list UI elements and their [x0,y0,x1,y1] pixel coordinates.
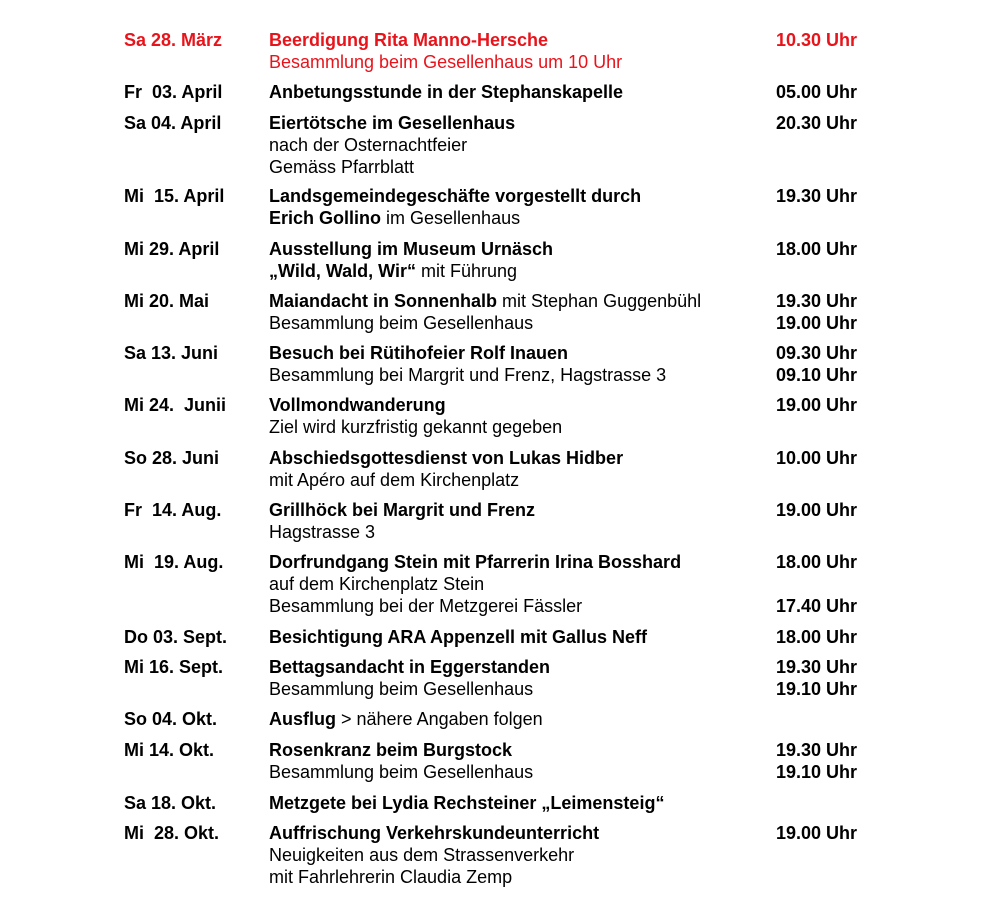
event-description [269,81,769,103]
event-detail-text: Besammlung beim Gesellenhaus [269,762,534,782]
time-value: 09.10 Uhr [776,365,858,385]
description-line [269,156,769,178]
event-date: Sa 13. Juni [124,343,219,363]
event-detail-text: > nähere Angaben folgen [336,709,543,729]
description-line [269,112,769,134]
event-time [776,238,886,282]
event-detail-text: nach der Osternachtfeier [269,135,468,155]
description-line [269,792,769,814]
event-time [776,81,886,103]
event-date: Fr 03. April [124,82,223,102]
event-title-text: „Wild, Wald, Wir“ [269,261,416,281]
event-time [776,290,886,334]
event-detail-text: im Gesellenhaus [381,208,521,228]
time-value [776,134,886,156]
time-value [776,792,886,814]
time-value: 20.30 Uhr [776,113,858,133]
event-detail-text: mit Stephan Guggenbühl [497,291,702,311]
event-date: Mi 16. Sept. [124,657,224,677]
time-value [776,866,886,888]
description-line [269,238,769,260]
event-time [776,739,886,783]
event-title-text: Rosenkranz beim Burgstock [269,740,513,760]
event-description [269,551,769,617]
event-date: Mi 20. Mai [124,291,210,311]
event-description [269,112,769,178]
time-value [776,844,886,866]
time-value [776,156,886,178]
description-line [269,499,769,521]
time-value: 10.00 Uhr [776,448,858,468]
event-date: So 28. Juni [124,448,220,468]
event-time [776,29,886,73]
event-date: Mi 14. Okt. [124,740,215,760]
event-detail-text: Besammlung bei der Metzgerei Fässler [269,596,583,616]
event-date: Sa 04. April [124,113,222,133]
event-description [269,29,769,73]
event-description [269,185,769,229]
event-time [776,708,886,730]
event-title-text: Metzgete bei Lydia Rechsteiner „Leimensteig“ [269,793,665,813]
description-line [269,626,769,648]
time-value: 19.30 Uhr [776,657,858,677]
event-title-text: Landsgemeindegeschäfte vorgestellt durch [269,186,642,206]
time-value [776,469,886,491]
event-date: So 04. Okt. [124,709,218,729]
time-value: 19.10 Uhr [776,679,858,699]
description-line [269,394,769,416]
description-line [269,51,769,73]
description-line [269,521,769,543]
event-description [269,447,769,491]
event-time [776,551,886,617]
event-detail-text: Besammlung beim Gesellenhaus um 10 Uhr [269,52,623,72]
event-detail-text: Besammlung beim Gesellenhaus [269,313,534,333]
event-title-text: Vollmondwanderung [269,395,446,415]
event-title-text: Auffrischung Verkehrskundeunterricht [269,823,600,843]
event-title-text: Anbetungsstunde in der Stephanskapelle [269,82,624,102]
description-line [269,844,769,866]
event-time [776,342,886,386]
description-line [269,739,769,761]
description-line [269,364,769,386]
event-time [776,792,886,814]
time-value: 19.10 Uhr [776,762,858,782]
event-date: Mi 28. Okt. [124,823,220,843]
event-description [269,822,769,888]
time-value [776,260,886,282]
time-value [776,521,886,543]
event-detail-text: Besammlung bei Margrit und Frenz, Hagstrasse 3 [269,365,667,385]
description-line [269,822,769,844]
time-value: 05.00 Uhr [776,82,858,102]
description-line [269,134,769,156]
description-line [269,469,769,491]
event-time [776,626,886,648]
event-time [776,656,886,700]
event-date: Do 03. Sept. [124,627,228,647]
description-line [269,185,769,207]
description-line [269,29,769,51]
event-title-text: Maiandacht in Sonnenhalb [269,291,498,311]
event-description [269,792,769,814]
event-title-text: Grillhöck bei Margrit und Frenz [269,500,536,520]
event-title-text: Dorfrundgang Stein mit Pfarrerin Irina Bosshard [269,552,682,572]
time-value: 18.00 Uhr [776,239,858,259]
event-time [776,185,886,229]
time-value [776,51,886,73]
event-date: Mi 19. Aug. [124,552,224,572]
event-title-text: Erich Gollino [269,208,382,228]
time-value: 19.00 Uhr [776,313,858,333]
event-detail-text: Ziel wird kurzfristig gekannt gegeben [269,417,563,437]
event-description [269,656,769,700]
event-detail-text: auf dem Kirchenplatz Stein [269,574,485,594]
event-time [776,499,886,543]
event-detail-text: mit Führung [416,261,518,281]
time-value: 19.00 Uhr [776,823,858,843]
time-value [776,416,886,438]
event-date: Mi 29. April [124,239,220,259]
description-line [269,416,769,438]
event-description [269,499,769,543]
time-value [776,573,886,595]
time-value: 17.40 Uhr [776,596,858,616]
event-time [776,112,886,178]
description-line [269,207,769,229]
event-description [269,708,769,730]
description-line [269,656,769,678]
event-description [269,626,769,648]
event-time [776,394,886,438]
time-value: 18.00 Uhr [776,627,858,647]
event-title-text: Beerdigung Rita Manno-Hersche [269,30,549,50]
time-value: 19.30 Uhr [776,186,858,206]
event-title-text: Besuch bei Rütihofeier Rolf Inauen [269,343,569,363]
event-date: Mi 24. Junii [124,395,227,415]
event-detail-text: mit Apéro auf dem Kirchenplatz [269,470,520,490]
event-title-text: Ausstellung im Museum Urnäsch [269,239,554,259]
description-line [269,573,769,595]
description-line [269,866,769,888]
time-value: 19.00 Uhr [776,395,858,415]
event-description [269,238,769,282]
event-description [269,739,769,783]
time-value: 18.00 Uhr [776,552,858,572]
event-detail-text: Besammlung beim Gesellenhaus [269,679,534,699]
description-line [269,551,769,573]
event-description [269,394,769,438]
time-value: 09.30 Uhr [776,343,858,363]
event-title-text: Bettagsandacht in Eggerstanden [269,657,551,677]
time-value [776,708,886,730]
time-value: 19.30 Uhr [776,291,858,311]
event-description [269,342,769,386]
description-line [269,708,769,730]
event-title-text: Eiertötsche im Gesellenhaus [269,113,516,133]
event-title-text: Abschiedsgottesdienst von Lukas Hidber [269,448,624,468]
time-value: 19.30 Uhr [776,740,858,760]
description-line [269,81,769,103]
event-date: Sa 18. Okt. [124,793,217,813]
event-detail-text: Hagstrasse 3 [269,522,376,542]
event-time [776,447,886,491]
event-time [776,822,886,888]
event-detail-text: Neuigkeiten aus dem Strassenverkehr [269,845,575,865]
description-line [269,290,769,312]
description-line [269,678,769,700]
description-line [269,595,769,617]
description-line [269,342,769,364]
event-title-text: Besichtigung ARA Appenzell mit Gallus Neff [269,627,648,647]
description-line [269,312,769,334]
description-line [269,761,769,783]
time-value [776,207,886,229]
event-date: Mi 15. April [124,186,225,206]
event-detail-text: mit Fahrlehrerin Claudia Zemp [269,867,513,887]
event-description [269,290,769,334]
description-line [269,260,769,282]
time-value: 19.00 Uhr [776,500,858,520]
description-line [269,447,769,469]
time-value: 10.30 Uhr [776,30,858,50]
event-date: Sa 28. März [124,30,223,50]
event-title-text: Ausflug [269,709,336,729]
event-detail-text: Gemäss Pfarrblatt [269,157,415,177]
event-date: Fr 14. Aug. [124,500,222,520]
